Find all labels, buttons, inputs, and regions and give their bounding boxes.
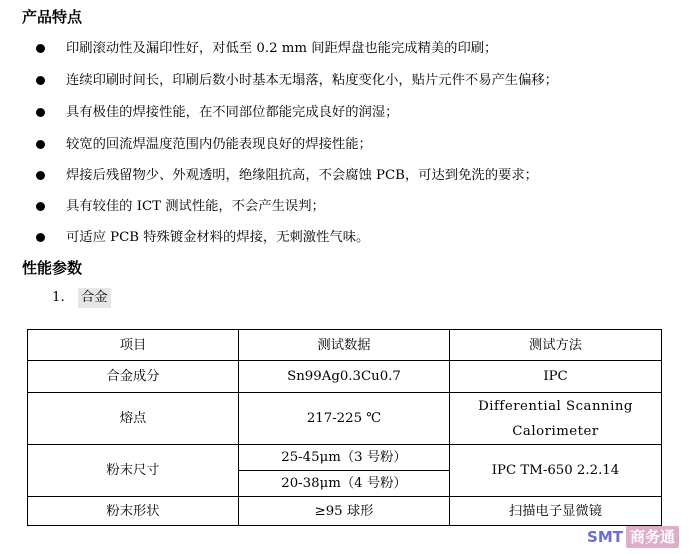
performance-params-heading: 性能参数 — [22, 259, 83, 277]
bullet-icon — [36, 233, 45, 242]
cell-method: IPC TM-650 2.2.14 — [450, 445, 662, 497]
cell-data: 20-38μm（4 号粉） — [239, 471, 450, 497]
feature-text: 焊接后残留物少、外观透明，绝缘阻抗高，不会腐蚀 PCB，可达到免洗的要求； — [66, 168, 538, 183]
cell-method: 扫描电子显微镜 — [450, 497, 662, 526]
cell-item: 合金成分 — [28, 361, 239, 393]
bullet-icon — [36, 76, 45, 85]
watermark-brand: 商务通 — [626, 526, 679, 548]
feature-text: 可适应 PCB 特殊镀金材料的焊接，无刺激性气味。 — [66, 230, 370, 245]
cell-method: IPC — [450, 361, 662, 393]
cell-item: 粉末尺寸 — [28, 445, 239, 497]
cell-data: Sn99Ag0.3Cu0.7 — [239, 361, 450, 393]
cell-data: 217-225 ℃ — [239, 393, 450, 445]
header-test-data: 测试数据 — [239, 330, 450, 361]
feature-text: 印刷滚动性及漏印性好，对低至 0.2 mm 间距焊盘也能完成精美的印刷； — [66, 41, 498, 56]
feature-text: 较宽的回流焊温度范围内仍能表现良好的焊接性能； — [66, 137, 372, 152]
header-test-method: 测试方法 — [450, 330, 662, 361]
table-row — [28, 361, 662, 393]
product-features-heading: 产品特点 — [22, 8, 83, 26]
alloy-spec-table — [27, 329, 662, 526]
feature-text: 连续印刷时间长，印刷后数小时基本无塌落，粘度变化小，贴片元件不易产生偏移； — [66, 73, 558, 88]
bullet-icon — [36, 140, 45, 149]
cell-item: 粉末形状 — [28, 497, 239, 526]
watermark-smt: SMT — [587, 528, 623, 546]
table-row — [28, 445, 662, 471]
numbered-list-item — [52, 288, 111, 308]
cell-method: Differential Scanning Calorimeter — [450, 393, 662, 445]
bullet-icon — [36, 44, 45, 53]
header-item: 项目 — [28, 330, 239, 361]
cell-item: 熔点 — [28, 393, 239, 445]
table-row — [28, 497, 662, 526]
list-number: 1. — [52, 290, 65, 305]
cell-data: ≥95 球形 — [239, 497, 450, 526]
alloy-subheading: 合金 — [78, 288, 111, 308]
cell-data: 25-45μm（3 号粉） — [239, 445, 450, 471]
bullet-icon — [36, 202, 45, 211]
bullet-icon — [36, 171, 45, 180]
watermark-logo — [587, 526, 679, 548]
feature-text: 具有较佳的 ICT 测试性能，不会产生误判； — [66, 199, 325, 214]
table-header-row — [28, 330, 662, 361]
feature-text: 具有极佳的焊接性能，在不同部位都能完成良好的润湿； — [66, 105, 399, 120]
table-row — [28, 393, 662, 445]
bullet-icon — [36, 108, 45, 117]
